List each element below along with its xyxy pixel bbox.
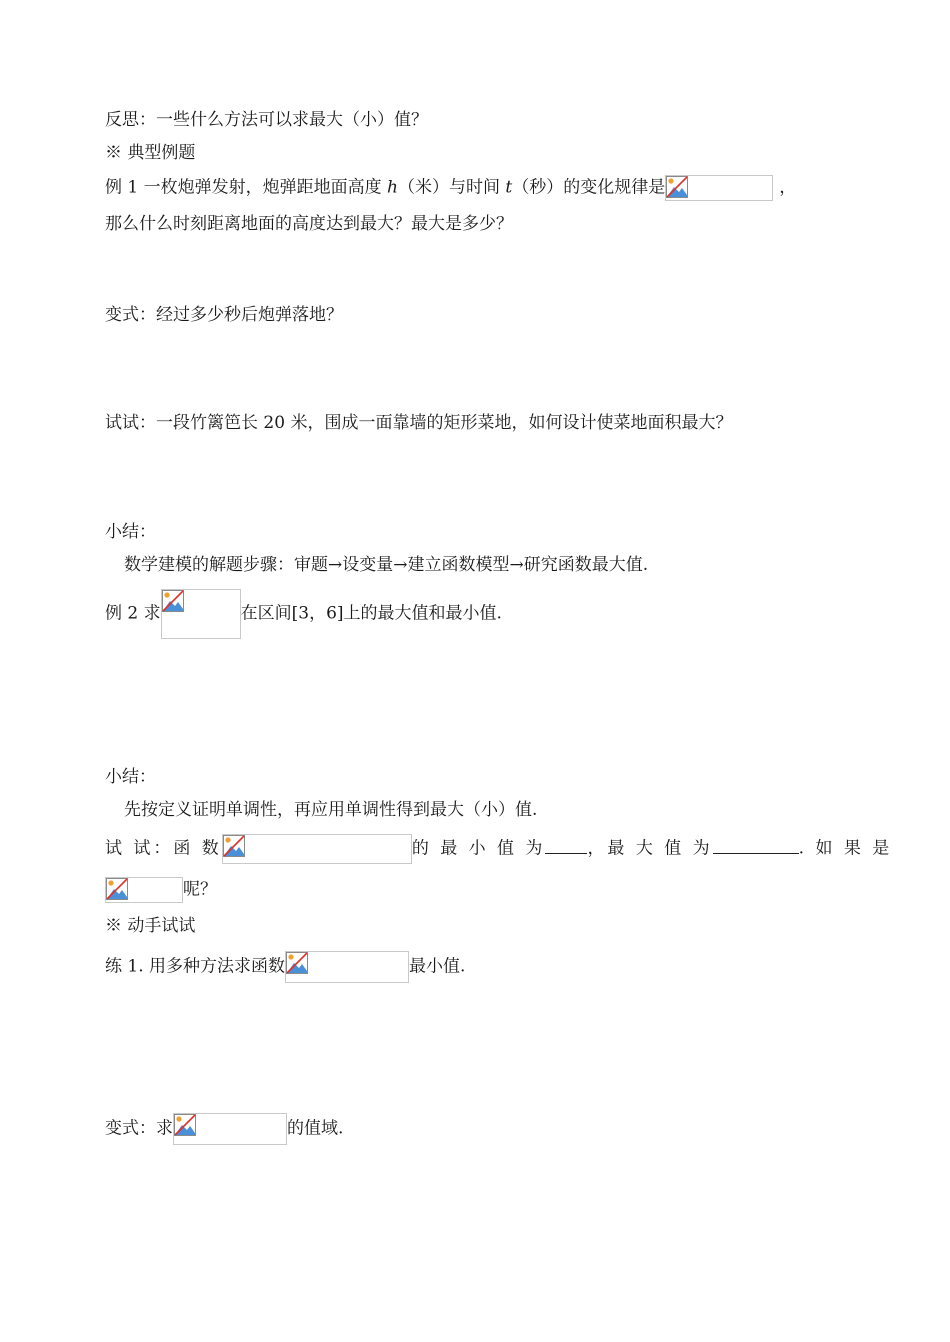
min-value-blank [545,837,587,854]
summary2-text: 先按定义证明单调性，再应用单调性得到最大（小）值. [124,800,538,820]
example1-text-mid1: （米）与时间 [397,177,506,198]
try1-line: 试试：一段竹篱笆长 20 米，围成一面靠墙的矩形菜地，如何设计使菜地面积最大？ [105,413,733,433]
section-heading-examples: ※ 典型例题 [105,143,196,163]
formula-image-function-f [161,589,241,639]
formula-image-variant2-function [173,1113,287,1145]
try2-line2 [105,877,217,903]
practice1-line [105,951,465,983]
formula-image-practice1-function [285,951,409,983]
practice1-text-before: 练 1. 用多种方法求函数 [105,956,286,977]
formula-image-try2-alt-function [105,877,183,903]
broken-image-icon [223,835,245,857]
try2-text-before: 试 试：函 数 [105,838,222,859]
variable-h: h [387,177,398,198]
example2-line [105,589,502,639]
summary1-label: 小结： [105,522,156,542]
formula-image-try2-function [222,834,412,864]
summary2-label: 小结： [105,767,156,787]
try2-text-ifis: . 如 果 是 [798,838,893,859]
broken-image-icon [174,1114,196,1136]
variant2-line [105,1113,343,1145]
variant2-text-before: 变式：求 [105,1118,173,1139]
example1-line2: 那么什么时刻距离地面的高度达到最大？最大是多少？ [105,214,513,234]
broken-image-icon [106,878,128,900]
broken-image-icon [666,176,688,198]
variant1-line: 变式：经过多少秒后炮弹落地？ [105,305,343,325]
max-value-blank [713,837,799,854]
example2-text-before: 例 2 求 [105,603,161,624]
variant2-text-after: 的值域. [287,1118,344,1139]
summary1-text: 数学建模的解题步骤：审题→设变量→建立函数模型→研究函数最大值. [124,555,649,575]
try2-text-max: ，最 大 值 为 [587,838,713,859]
variable-t: t [505,177,513,198]
example2-text-after: 在区间[3，6]上的最大值和最小值. [240,603,502,624]
example1-text-before: 例 1 一枚炮弹发射，炮弹距地面高度 [105,177,388,198]
formula-image-height-function [665,175,773,201]
try2-line1 [105,834,892,864]
reflection-line: 反思：一些什么方法可以求最大（小）值？ [105,110,428,130]
example1-text-after: ， [779,177,797,198]
try2-text-ne: 呢？ [183,879,217,900]
example1-text-mid2: （秒）的变化规律是 [512,177,666,198]
broken-image-icon [286,952,308,974]
section-heading-practice: ※ 动手试试 [105,916,196,936]
example1-line1 [105,175,796,201]
broken-image-icon [162,590,184,612]
try2-text-min: 的 最 小 值 为 [411,838,546,859]
practice1-text-after: 最小值. [409,956,466,977]
